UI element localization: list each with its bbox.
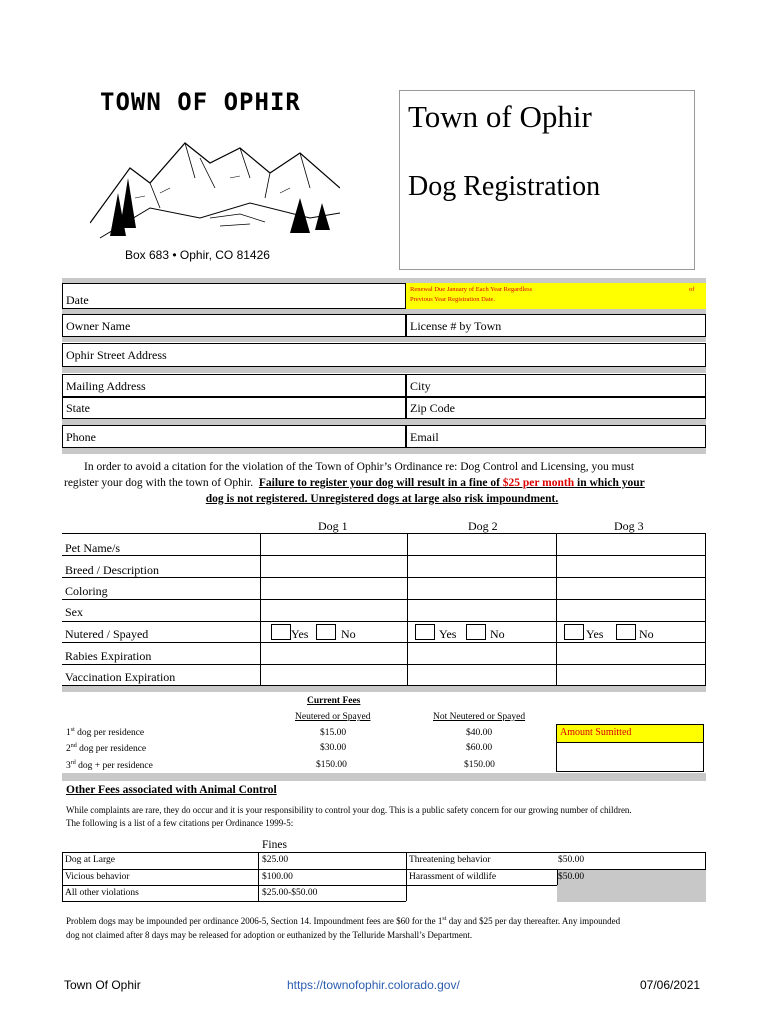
fine-vicious: Vicious behavior bbox=[65, 872, 130, 882]
dog3-yes-label: Yes bbox=[586, 627, 604, 641]
fine-wildlife: Harassment of wildlife bbox=[409, 872, 497, 882]
license-label: License # by Town bbox=[410, 319, 502, 333]
other-fees-line1: While complaints are rare, they do occur and it is your responsibility to control your dog. This is a public safety concern for our growing number of children. bbox=[66, 805, 632, 815]
email-field[interactable] bbox=[406, 425, 706, 448]
amount-submitted-box[interactable] bbox=[556, 724, 704, 772]
dog2-header: Dog 2 bbox=[468, 519, 498, 533]
town-logo bbox=[90, 88, 340, 266]
amount-submitted-label: Amount Sumitted bbox=[557, 725, 703, 743]
fine-other: All other violations bbox=[65, 888, 139, 898]
street-address-field[interactable] bbox=[62, 343, 706, 367]
footer-date: 07/06/2021 bbox=[640, 978, 701, 992]
fines-label: Fines bbox=[262, 839, 287, 851]
notice-warning: Failure to register your dog will result in a fine of bbox=[258, 477, 500, 489]
band bbox=[62, 686, 706, 692]
owner-name-label: Owner Name bbox=[66, 319, 131, 333]
impound-sup: st bbox=[442, 916, 447, 922]
dog1-no-label: No bbox=[341, 627, 356, 641]
dog3-header: Dog 3 bbox=[614, 519, 644, 533]
dog2-yes-label: Yes bbox=[439, 627, 457, 641]
phone-field[interactable] bbox=[62, 425, 406, 448]
dog2-yes-checkbox[interactable] bbox=[415, 624, 435, 640]
dog1-no-checkbox[interactable] bbox=[316, 624, 336, 640]
dog2-no-checkbox[interactable] bbox=[466, 624, 486, 640]
dog2-no-label: No bbox=[490, 627, 505, 641]
impound-text: Problem dogs may be impounded per ordinance 2006-5, Section 14. Impoundment fees are $60 for the 1 bbox=[66, 916, 443, 926]
fee-row-1-b: $40.00 bbox=[466, 728, 493, 738]
band bbox=[62, 337, 706, 342]
other-fees-description bbox=[66, 804, 726, 830]
fee-label: dog per residence bbox=[76, 744, 147, 755]
fee-row-2 bbox=[66, 743, 146, 754]
notice-warning-end: in which your bbox=[577, 477, 645, 489]
mailing-address-field[interactable] bbox=[62, 374, 406, 397]
fee-label: dog + per residence bbox=[75, 761, 153, 772]
band bbox=[62, 448, 706, 454]
town-name: Town of Ophir bbox=[408, 99, 592, 134]
fines-table bbox=[62, 852, 706, 902]
fine-amount: $25 per month bbox=[502, 477, 575, 489]
notice-line1: In order to avoid a citation for the violation of the Town of Ophir’s Ordinance re: Dog Control and Licensing, you must bbox=[84, 461, 635, 473]
city-field[interactable] bbox=[406, 374, 706, 397]
fee-row-1 bbox=[66, 727, 144, 738]
notice-text: register your dog with the town of Ophir. bbox=[64, 477, 254, 489]
fee-ord: 2 bbox=[66, 744, 71, 755]
fees-col2-header: Not Neutered or Spayed bbox=[433, 712, 526, 722]
fee-row-3-a: $150.00 bbox=[316, 760, 347, 770]
fine-threatening: Threatening behavior bbox=[409, 855, 491, 865]
owner-name-field[interactable] bbox=[62, 314, 406, 337]
renewal-note bbox=[406, 283, 706, 309]
row-pet-name: Pet Name/s bbox=[65, 541, 120, 555]
dog3-no-checkbox[interactable] bbox=[616, 624, 636, 640]
logo-address: Box 683 • Ophir, CO 81426 bbox=[125, 248, 270, 262]
zip-label: Zip Code bbox=[410, 401, 455, 415]
other-fees-title: Other Fees associated with Animal Control bbox=[66, 784, 277, 796]
street-label: Ophir Street Address bbox=[66, 348, 167, 362]
date-field[interactable] bbox=[62, 283, 406, 309]
fee-row-1-a: $15.00 bbox=[320, 728, 347, 738]
footer-town: Town Of Ophir bbox=[64, 978, 141, 992]
phone-label: Phone bbox=[66, 430, 96, 444]
fee-row-3-b: $150.00 bbox=[464, 760, 495, 770]
row-breed: Breed / Description bbox=[65, 563, 159, 577]
renewal-line1: Renewal Due January of Each Year Regardless bbox=[410, 286, 533, 293]
registration-notice bbox=[64, 459, 708, 507]
dog3-yes-checkbox[interactable] bbox=[564, 624, 584, 640]
state-label: State bbox=[66, 401, 90, 415]
other-fees-line2: The following is a list of a few citations per Ordinance 1999-5: bbox=[66, 818, 294, 828]
fee-row-2-a: $30.00 bbox=[320, 743, 347, 753]
band bbox=[62, 773, 706, 781]
fine-vicious-amount: $100.00 bbox=[262, 872, 293, 882]
notice-line2 bbox=[64, 475, 708, 491]
title-box bbox=[399, 90, 695, 270]
fine-threatening-amount: $50.00 bbox=[558, 855, 585, 865]
impound-line1 bbox=[66, 912, 726, 928]
row-neutered: Nutered / Spayed bbox=[65, 627, 149, 641]
fee-ord: 3 bbox=[66, 761, 71, 772]
row-coloring: Coloring bbox=[65, 584, 108, 598]
fee-row-3 bbox=[66, 760, 153, 771]
current-fees-title: Current Fees bbox=[307, 696, 361, 706]
fee-label: dog per residence bbox=[74, 728, 145, 739]
impound-line2: dog not claimed after 8 days may be released for adoption or euthanized by the Telluride Marshall’s Department. bbox=[66, 930, 473, 940]
fee-ord: 1 bbox=[66, 728, 71, 739]
footer-url-link[interactable]: https://townofophir.colorado.gov/ bbox=[287, 978, 460, 992]
dog1-yes-checkbox[interactable] bbox=[271, 624, 291, 640]
mountain-illustration bbox=[90, 118, 340, 248]
date-label: Date bbox=[66, 293, 89, 307]
impound-notice bbox=[66, 912, 726, 942]
fine-other-amount: $25.00-$50.00 bbox=[262, 888, 318, 898]
dog1-header: Dog 1 bbox=[318, 519, 348, 533]
email-label: Email bbox=[410, 430, 439, 444]
dog-table bbox=[62, 533, 706, 686]
fee-sup: rd bbox=[70, 760, 76, 766]
renewal-line2: Previous Year Registration Date. bbox=[410, 296, 496, 303]
fine-dog-at-large: Dog at Large bbox=[65, 855, 115, 865]
state-field[interactable] bbox=[62, 397, 406, 419]
notice-line3: dog is not registered. Unregistered dogs at large also risk impoundment. bbox=[205, 493, 559, 505]
fee-row-2-b: $60.00 bbox=[466, 743, 493, 753]
fine-dog-at-large-amount: $25.00 bbox=[262, 855, 289, 865]
license-field[interactable] bbox=[406, 314, 706, 337]
dog1-yes-label: Yes bbox=[291, 627, 309, 641]
row-sex: Sex bbox=[65, 605, 83, 619]
row-rabies: Rabies Expiration bbox=[65, 649, 152, 663]
fee-sup: nd bbox=[70, 743, 77, 749]
renewal-of: of bbox=[689, 286, 695, 293]
dog3-no-label: No bbox=[639, 627, 654, 641]
fee-sup: st bbox=[70, 727, 75, 733]
zip-field[interactable] bbox=[406, 397, 706, 419]
form-title: Dog Registration bbox=[408, 171, 601, 202]
fees-col1-header: Neutered or Spayed bbox=[295, 712, 371, 722]
city-label: City bbox=[410, 379, 431, 393]
logo-title: TOWN OF OPHIR bbox=[100, 88, 301, 116]
impound-text-end: day and $25 per day thereafter. Any impounded bbox=[446, 916, 621, 926]
band bbox=[62, 367, 706, 373]
row-vaccination: Vaccination Expiration bbox=[65, 670, 176, 684]
mailing-label: Mailing Address bbox=[66, 379, 146, 393]
fine-wildlife-amount: $50.00 bbox=[558, 872, 585, 882]
